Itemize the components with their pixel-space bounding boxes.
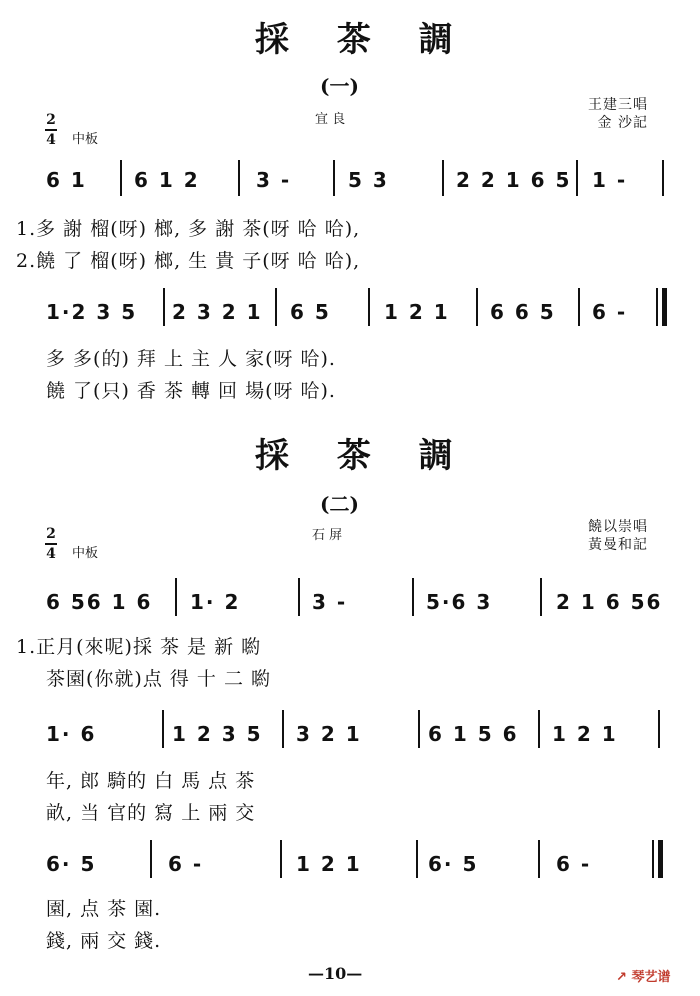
site-logo: [616, 966, 670, 985]
final-barline-thin: [652, 840, 654, 878]
song1-sys2-measure-6: 6 -: [592, 300, 628, 324]
song2-lyric-3-line-1: 園, 点 茶 園.: [46, 898, 162, 920]
singer-credit: 饒以崇唱: [588, 519, 648, 535]
final-barline-thick: [662, 288, 667, 326]
barline: [120, 160, 122, 196]
song2-time-signature: [44, 526, 58, 562]
song2-sys2-measure-4: 6 1 5 6: [428, 722, 519, 746]
song2-lyric-2-line-1: 年, 郎 騎的 白 馬 点 茶: [46, 770, 256, 792]
song1-number: (一): [320, 74, 359, 98]
song2-sys3-measure-1: 6· 5: [46, 852, 97, 876]
song2-sys1-measure-1: 6 56 1 6: [46, 590, 153, 614]
song1-lyric-2-line-2: 饒 了(只) 香 茶 轉 回 場(呀 哈).: [46, 380, 336, 402]
song1-sys1-measure-3: 3 -: [256, 168, 292, 192]
song1-lyric-2-line-1: 多 多(的) 拜 上 主 人 家(呀 哈).: [46, 348, 336, 370]
barline: [282, 710, 284, 748]
barline: [576, 160, 578, 196]
barline: [662, 160, 664, 196]
song1-sys1-measure-1: 6 1: [46, 168, 87, 192]
barline: [412, 578, 414, 616]
barline: [658, 710, 660, 748]
song2-sys3-measure-5: 6 -: [556, 852, 592, 876]
barline: [163, 288, 165, 326]
song1-sys2-measure-5: 6 6 5: [490, 300, 556, 324]
song2-sys2-measure-3: 3 2 1: [296, 722, 362, 746]
barline: [280, 840, 282, 878]
logo-icon: ↗: [616, 970, 627, 985]
song1-lyric-1-line-1: 1.多 謝 榴(呀) 榔, 多 謝 茶(呀 哈 哈),: [16, 218, 361, 240]
barline: [418, 710, 420, 748]
barline: [538, 840, 540, 878]
barline: [368, 288, 370, 326]
song2-lyric-3-line-2: 錢, 兩 交 錢.: [46, 930, 162, 952]
song1-sys2-measure-2: 2 3 2 1: [172, 300, 263, 324]
song1-credit: [588, 96, 648, 132]
song2-lyric-1-line-1: 1.正月(來呢)採 茶 是 新 喲: [16, 636, 262, 658]
page-number: —10—: [308, 964, 363, 983]
barline: [275, 288, 277, 326]
song2-sys2-measure-5: 1 2 1: [552, 722, 618, 746]
time-bottom: 4: [46, 132, 56, 148]
singer-credit: 王建三唱: [588, 97, 648, 113]
song2-number: (二): [320, 492, 359, 516]
song1-lyric-1-line-2: 2.饒 了 榴(呀) 榔, 生 貴 子(呀 哈 哈),: [16, 250, 361, 272]
song1-sys2-measure-1: 1·2 3 5: [46, 300, 138, 324]
time-bottom: 4: [46, 546, 56, 562]
logo-text: 琴艺谱: [631, 970, 671, 985]
barline: [238, 160, 240, 196]
song2-title: 採 茶 調: [255, 436, 471, 476]
song1-time-signature: [44, 112, 58, 148]
song2-tempo: 中板: [72, 546, 99, 561]
song2-sys2-measure-1: 1· 6: [46, 722, 97, 746]
recorder-credit: 黃曼和記: [588, 537, 648, 553]
song1-sys1-measure-4: 5 3: [348, 168, 389, 192]
barline: [416, 840, 418, 878]
song2-sys3-measure-3: 1 2 1: [296, 852, 362, 876]
time-top: 2: [46, 112, 56, 128]
barline: [175, 578, 177, 616]
recorder-credit: 金 沙記: [597, 115, 648, 131]
song2-lyric-1-line-2: 茶園(你就)点 得 十 二 喲: [46, 668, 271, 690]
barline: [578, 288, 580, 326]
barline: [150, 840, 152, 878]
song1-sys2-measure-4: 1 2 1: [384, 300, 450, 324]
song2-region: 石 屏: [312, 528, 343, 543]
song1-sys2-measure-3: 6 5: [290, 300, 331, 324]
song2-sys1-measure-4: 5·6 3: [426, 590, 493, 614]
barline: [298, 578, 300, 616]
song2-lyric-2-line-2: 畝, 当 官的 寫 上 兩 交: [46, 802, 256, 824]
barline: [333, 160, 335, 196]
song2-sys3-measure-4: 6· 5: [428, 852, 479, 876]
song1-sys1-measure-5: 2 2 1 6 5: [456, 168, 572, 192]
song2-sys1-measure-5: 2 1 6 56: [556, 590, 663, 614]
song1-sys1-measure-2: 6 1 2: [134, 168, 200, 192]
barline: [442, 160, 444, 196]
song1-tempo: 中板: [72, 132, 99, 147]
song2-sys1-measure-2: 1· 2: [190, 590, 241, 614]
barline: [540, 578, 542, 616]
song1-title: 採 茶 調: [255, 20, 471, 60]
final-barline-thin: [656, 288, 658, 326]
time-top: 2: [46, 526, 56, 542]
song2-sys2-measure-2: 1 2 3 5: [172, 722, 263, 746]
final-barline-thick: [658, 840, 663, 878]
barline: [538, 710, 540, 748]
song1-region: 宜 良: [315, 112, 346, 127]
song2-sys3-measure-2: 6 -: [168, 852, 204, 876]
barline: [476, 288, 478, 326]
song1-sys1-measure-6: 1 -: [592, 168, 628, 192]
song2-sys1-measure-3: 3 -: [312, 590, 348, 614]
barline: [162, 710, 164, 748]
song2-credit: [588, 518, 648, 554]
